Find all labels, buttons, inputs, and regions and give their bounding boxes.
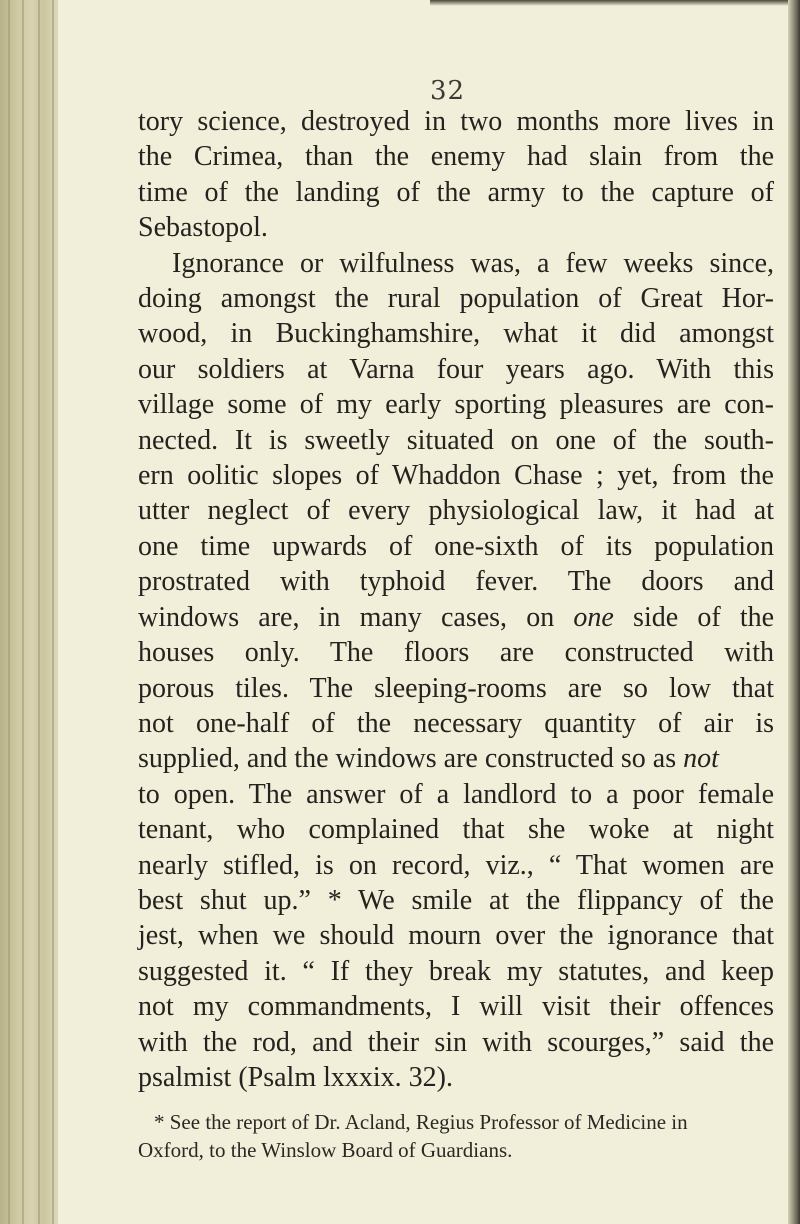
text-line: our soldiers at Varna four years ago. With this — [138, 353, 774, 385]
text-line: nected. It is sweetly situated on one of the south- — [138, 424, 774, 456]
text-line: tenant, who complained that she woke at night — [138, 814, 774, 846]
book-spine — [0, 0, 58, 1224]
text-line: jest, when we should mourn over the ignorance that — [138, 920, 774, 952]
page-right-edge — [788, 0, 800, 1224]
text-segment: side of the — [633, 601, 775, 633]
footnote-line: Oxford, to the Winslow Board of Guardians. — [138, 1138, 513, 1162]
text-line: porous tiles. The sleeping-rooms are so low that — [138, 672, 774, 704]
spine-fold-line — [22, 0, 24, 1224]
footnote — [138, 1108, 758, 1164]
text-line: not my commandments, I will visit their offences — [138, 991, 774, 1023]
text-line: village some of my early sporting pleasures are con- — [138, 389, 774, 421]
text-line: prostrated with typhoid fever. The doors and — [138, 566, 774, 598]
spine-fold-line — [8, 0, 10, 1224]
text-line: with the rod, and their sin with scourges,” said the — [138, 1026, 774, 1058]
text-line: best shut up.” * We smile at the flippancy of the — [138, 884, 774, 916]
italic-emphasis: one — [573, 601, 614, 633]
text-line: Sebastopol. — [138, 212, 268, 244]
text-line: wood, in Buckinghamshire, what it did amongst — [138, 318, 774, 350]
page-number: 32 — [430, 76, 466, 106]
text-line: Ignorance or wilfulness was, a few weeks since, — [172, 247, 774, 279]
text-line: one time upwards of one-sixth of its population — [138, 530, 774, 562]
text-line: not one-half of the necessary quantity of air is — [138, 707, 774, 739]
footnote-line: * See the report of Dr. Acland, Regius Professor of Medicine in — [154, 1110, 688, 1134]
text-line: tory science, destroyed in two months more lives in — [138, 106, 774, 137]
spine-fold-line — [38, 0, 40, 1224]
text-line: to open. The answer of a landlord to a poor female — [138, 778, 774, 810]
text-line: ern oolitic slopes of Whaddon Chase ; yet, from the — [138, 460, 774, 492]
text-line: suggested it. “ If they break my statutes, and keep — [138, 955, 774, 987]
text-line: psalmist (Psalm lxxxix. 32). — [138, 1061, 453, 1093]
text-line: utter neglect of every physiological law, it had at — [138, 495, 774, 527]
text-segment: windows are, in many cases, on — [138, 601, 555, 633]
text-line — [138, 600, 774, 635]
page-top-edge — [430, 0, 800, 6]
text-line: the Crimea, than the enemy had slain from the — [138, 141, 774, 173]
text-segment: supplied, and the windows are constructed so as — [138, 743, 677, 775]
spine-fold-line — [52, 0, 54, 1224]
text-line: nearly stifled, is on record, viz., “ That women are — [138, 849, 774, 881]
text-line — [138, 741, 774, 776]
text-line: doing amongst the rural population of Great Hor- — [138, 283, 774, 315]
body-text — [138, 104, 774, 1095]
text-line: time of the landing of the army to the capture of — [138, 176, 774, 208]
text-line: houses only. The floors are constructed with — [138, 637, 774, 669]
italic-emphasis: not — [683, 743, 719, 775]
